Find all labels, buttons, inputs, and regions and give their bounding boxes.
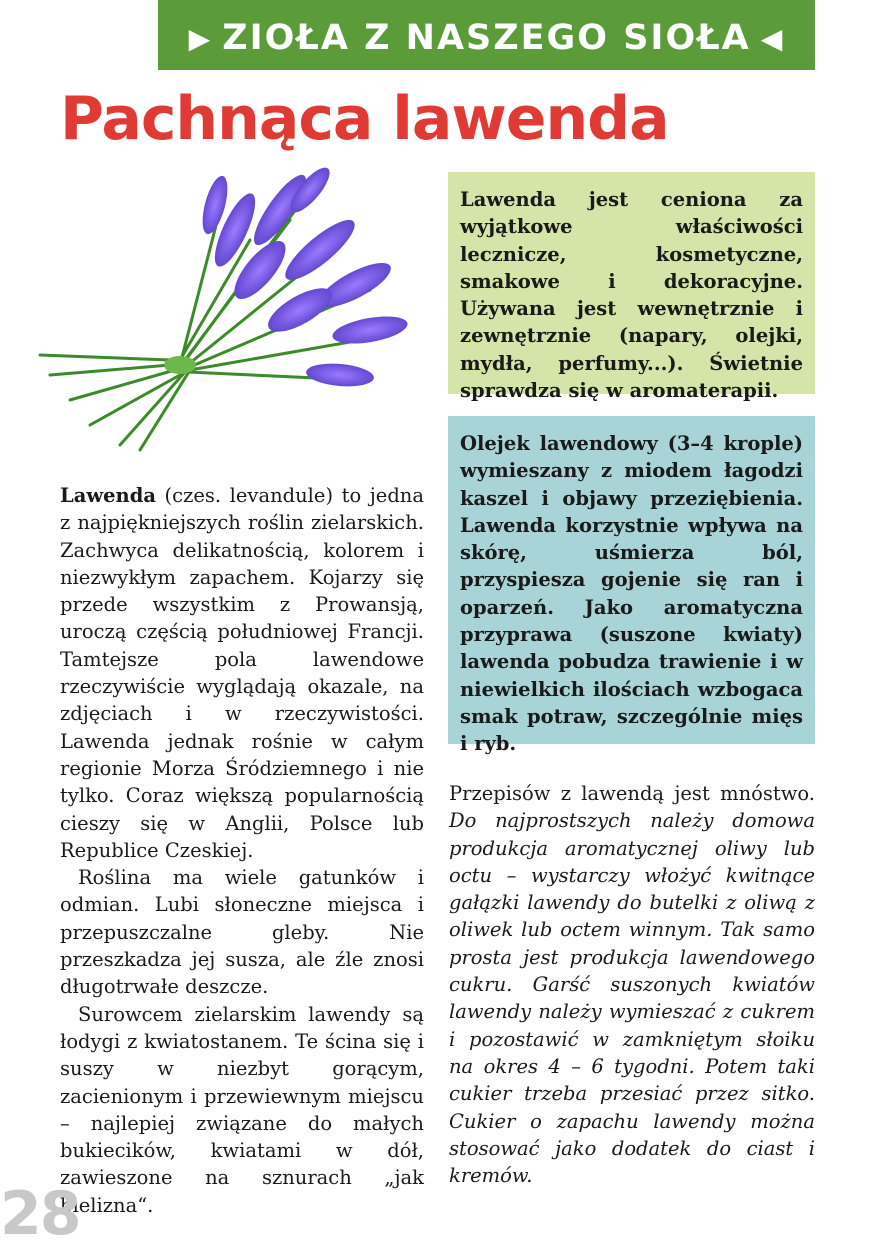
triangle-right-icon: ▶ [188, 21, 213, 55]
recipes-paragraph [449, 780, 815, 1189]
right-column [449, 780, 815, 1189]
lavender-bouquet-illustration [30, 160, 430, 460]
paragraph-species: Roślina ma wiele gatunków i odmian. Lubi słoneczne miejsca i przepuszczalne gleby. Nie przeszkadza jej susza, ale źle znosi długotrwałe deszcze. [60, 866, 424, 999]
intro-text: (czes. levandule) to jedna z najpiękniejszych roślin zielarskich. Zachwyca delikatnością, kolorem i niezwykłym zapachem. Kojarzy się przede wszystkim z Prowansją, uroczą częścią południowej Francji. Tamtejsze pola lawendowe rzeczywiście wyglądają okazale, na zdjęciach i w rzeczywistości. Lawenda jednak rośnie w całym regionie Morza Śródziemnego i nie tylko. Coraz większą popularnością cieszy się w Anglii, Polsce lub Republice Czeskiej. [60, 484, 424, 862]
page-number: 28 [0, 1179, 80, 1249]
section-banner [158, 0, 815, 70]
paragraph-harvest: Surowcem zielarskim lawendy są łodygi z kwiatostanem. Te ścina się i suszy w niezbyt gorącym, zacienionym i przewiewnym miejscu – najlepiej związane do małych bukiecików, kwiatami w dół, zawieszone na sznurach „jak bielizna“. [60, 1002, 424, 1217]
article-title: Pachnąca lawenda [60, 84, 669, 154]
triangle-left-icon: ◀ [760, 21, 785, 55]
info-box-uses: Olejek lawendowy (3–4 krople) wymieszany z miodem łagodzi kaszel i objawy przeziębienia. Lawenda korzystnie wpływa na skórę, uśmierza ból, przyspiesza gojenie się ran i oparzeń. Jako aromatyczna przyprawa (suszone kwiaty) lawenda pobudza trawienie i w niewielkich ilościach wzbogaca smak potraw, szczególnie mięs i ryb. [448, 416, 815, 744]
recipes-text: Do najprostszych należy domowa produkcja aromatycznej oliwy lub octu – wystarczy włożyć kwitnące gałązki lawendy do butelki z oliwą z oliwek lub octem winnym. Tak samo prosta jest produkcja lawendowego cukru. Garść suszonych kwiatów lawendy należy wymieszać z cukrem i pozostawić w zamkniętym słoiku na okres 4 – 6 tygodni. Potem taki cukier trzeba przesiać przez sitko. Cukier o zapachu lawendy można stosować jako dodatek do ciast i kremów. [449, 809, 815, 1188]
info-box-properties: Lawenda jest ceniona za wyjątkowe właściwości lecznicze, kosmetyczne, smakowe i dekoracyjne. Używana jest wewnętrznie i zewnętrznie (napary, olejki, mydła, perfumy...). Świetnie sprawdza się w aromaterapii. [448, 172, 815, 394]
section-title: ZIOŁA Z NASZEGO SIOŁA [222, 18, 751, 58]
recipes-lead: Przepisów z lawendą jest mnóstwo. [449, 782, 815, 805]
intro-paragraph [60, 482, 424, 864]
intro-lead: Lawenda [60, 484, 156, 507]
left-column [60, 482, 424, 1219]
